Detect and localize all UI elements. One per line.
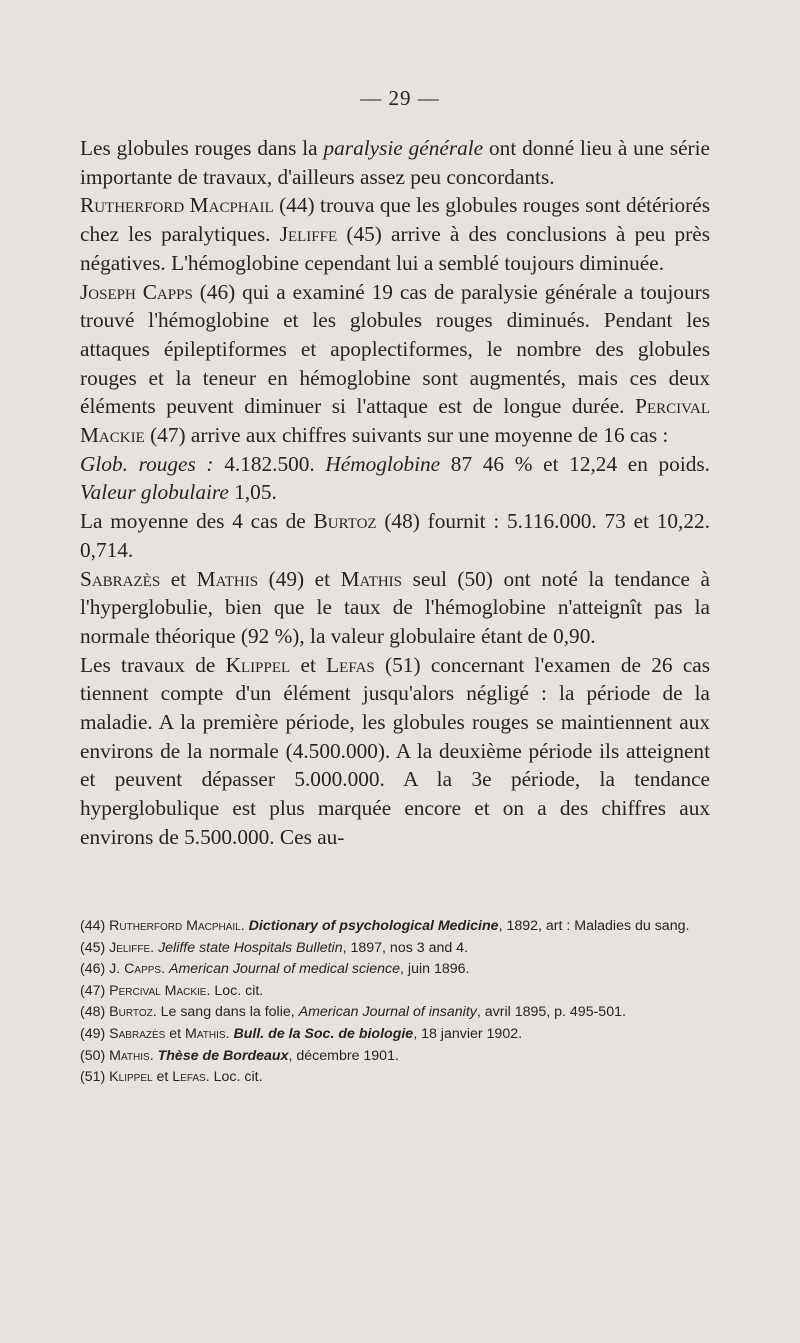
paragraph: Les travaux de Klippel et Lefas (51) concernant l'examen de 26 cas tiennent compte d'un élément jusqu'alors négligé : la période de la maladie. A la première période, les globules rouges se maintiennent aux environs de la normale (4.500.000). A la deuxième période ils atteignent et peuvent dépasser 5.000.000. A la 3e période, la tendance hyperglobulique est plus marquée encore et on a des chiffres aux environs de 5.500.000. Ces au- [80, 652, 711, 849]
author-name: Rutherford Macphail [80, 193, 274, 218]
footnote: (48) Burtoz. Le sang dans la folie, American Journal of insanity, avril 1895, p. 495-501. [80, 1004, 626, 1021]
author-name: Sabrazès [80, 566, 161, 591]
paragraph: Les globules rouges dans la paralysie générale ont donné lieu à une série importante de travaux, d'ailleurs assez peu concordants. [80, 136, 710, 189]
author-name: Burtoz [313, 509, 377, 534]
paragraph: Sabrazès et Mathis (49) et Mathis seul (50) ont noté la tendance à l'hyperglobulie, bien que le taux de l'hémoglobine n'atteignît pas la normale théorique (92 %), la valeur globulaire étant de 0,90. [80, 566, 710, 648]
footnotes [80, 916, 710, 1089]
paragraph: Joseph Capps (46) qui a examiné 19 cas de paralysie générale a toujours trouvé l'hémoglobine et les globules rouges diminués. Pendant les attaques épileptiformes et apoplectiformes, le nombre des globules rouges et la teneur en hémoglobine sont augmentés, mais ces deux éléments peuvent diminuer si l'attaque est de longue durée. Percival Mackie (47) arrive aux chiffres suivants sur une moyenne de 16 cas : [80, 279, 710, 448]
author-name: Klippel [225, 652, 291, 677]
author-name: Jeliffe [279, 222, 338, 247]
footnote: (50) Mathis. Thèse de Bordeaux, décembre 1901. [80, 1047, 399, 1064]
footnote: (44) Rutherford Macphail. Dictionary of psychological Medicine, 1892, art : Maladies du sang. [80, 918, 690, 934]
paragraph: Glob. rouges : 4.182.500. Hémoglobine 87 46 % et 12,24 en poids. Valeur globulaire 1,05. [80, 451, 711, 505]
footnote: (51) Klippel et Lefas. Loc. cit. [80, 1069, 263, 1086]
author-name: Joseph Capps [80, 279, 193, 304]
page-number: — 29 — [360, 86, 440, 110]
author-name: Percival Mackie [80, 394, 710, 448]
footnote: (49) Sabrazès et Mathis. Bull. de la Soc. de biologie, 18 janvier 1902. [80, 1025, 523, 1042]
footnote: (45) Jeliffe. Jeliffe state Hospitals Bulletin, 1897, nos 3 and 4. [80, 939, 469, 956]
author-name: Lefas [326, 652, 375, 677]
footnote: (46) J. Capps. American Journal of medical science, juin 1896. [80, 961, 470, 978]
author-name: Mathis [196, 566, 259, 591]
author-name: Mathis [340, 566, 403, 591]
paragraph: La moyenne des 4 cas de Burtoz (48) fournit : 5.116.000. 73 et 10,22. 0,714. [80, 509, 710, 562]
footnote: (47) Percival Mackie. Loc. cit. [80, 982, 264, 999]
body-text [80, 134, 710, 852]
paragraph: Rutherford Macphail (44) trouva que les globules rouges sont détériorés chez les paralytiques. Jeliffe (45) arrive à des conclusions à peu près négatives. L'hémoglobine cependant lui a semblé toujours diminuée. [80, 193, 711, 275]
